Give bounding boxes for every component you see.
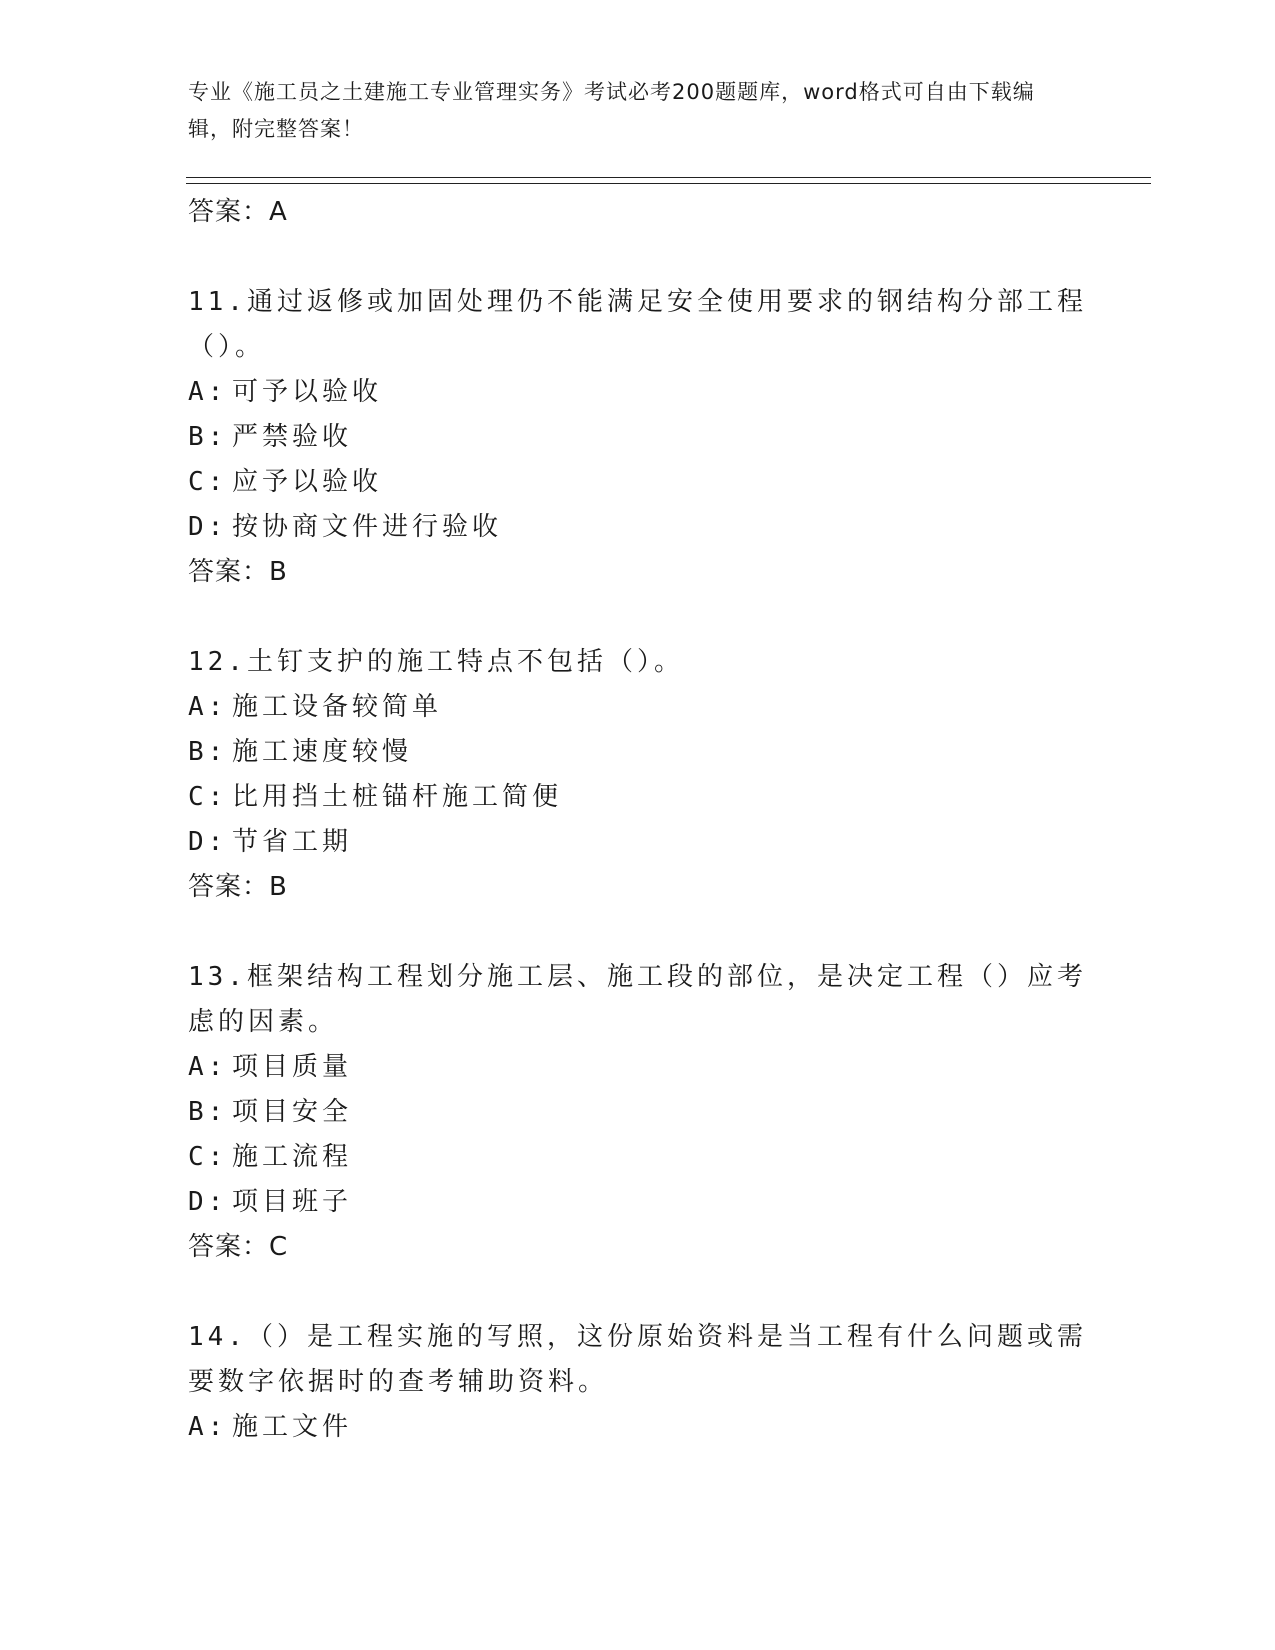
- option-text: 施工流程: [232, 1142, 353, 1172]
- option-label: B:: [188, 737, 228, 767]
- answer-line: 答案：C: [188, 1232, 289, 1262]
- option-text: 施工速度较慢: [232, 737, 413, 767]
- answer-line: 答案：B: [188, 557, 288, 587]
- option-text: 比用挡土桩锚杆施工简便: [232, 782, 563, 812]
- document-header: 专业《施工员之土建施工专业管理实务》考试必考200题题库，word格式可自由下载编辑，附完整答案！: [188, 80, 1035, 141]
- option-text: 严禁验收: [232, 422, 353, 452]
- option-a: [188, 370, 1088, 415]
- option-b: [188, 730, 1088, 775]
- option-label: A:: [188, 1412, 228, 1442]
- option-a: [188, 685, 1088, 730]
- option-label: C:: [188, 467, 228, 497]
- option-text: 施工文件: [232, 1412, 353, 1442]
- option-c: [188, 460, 1088, 505]
- option-text: 应予以验收: [232, 467, 383, 497]
- option-text: 施工设备较简单: [232, 692, 443, 722]
- option-b: [188, 415, 1088, 460]
- previous-answer: 答案：A: [188, 197, 288, 227]
- option-a: [188, 1045, 1088, 1090]
- option-label: B:: [188, 1097, 228, 1127]
- option-text: 项目质量: [232, 1052, 353, 1082]
- option-label: D:: [188, 512, 228, 542]
- option-text: 可予以验收: [232, 377, 383, 407]
- question-block: [188, 640, 1088, 910]
- question-text: 13.框架结构工程划分施工层、施工段的部位，是决定工程（）应考虑的因素。: [188, 962, 1087, 1037]
- option-c: [188, 775, 1088, 820]
- option-label: C:: [188, 782, 228, 812]
- option-label: A:: [188, 1052, 228, 1082]
- option-b: [188, 1090, 1088, 1135]
- option-a: [188, 1405, 1088, 1450]
- answer-line: 答案：B: [188, 872, 288, 902]
- option-label: B:: [188, 422, 228, 452]
- question-list: [188, 190, 1088, 1450]
- question-block: [188, 280, 1088, 595]
- option-label: D:: [188, 1187, 228, 1217]
- option-label: A:: [188, 377, 228, 407]
- question-block: [188, 1315, 1088, 1450]
- question-block: [188, 955, 1088, 1270]
- option-d: [188, 505, 1088, 550]
- option-text: 按协商文件进行验收: [232, 512, 503, 542]
- option-text: 项目安全: [232, 1097, 353, 1127]
- option-text: 项目班子: [232, 1187, 353, 1217]
- option-label: C:: [188, 1142, 228, 1172]
- header-rule-bottom: [186, 183, 1151, 184]
- option-c: [188, 1135, 1088, 1180]
- question-text: 12.土钉支护的施工特点不包括（）。: [188, 647, 684, 677]
- option-label: A:: [188, 692, 228, 722]
- option-d: [188, 1180, 1088, 1225]
- option-label: D:: [188, 827, 228, 857]
- question-text: 11.通过返修或加固处理仍不能满足安全使用要求的钢结构分部工程（）。: [188, 287, 1087, 362]
- option-text: 节省工期: [232, 827, 353, 857]
- header-rule-top: [186, 177, 1151, 178]
- question-text: 14.（）是工程实施的写照，这份原始资料是当工程有什么问题或需要数字依据时的查考辅助资料。: [188, 1322, 1087, 1397]
- option-d: [188, 820, 1088, 865]
